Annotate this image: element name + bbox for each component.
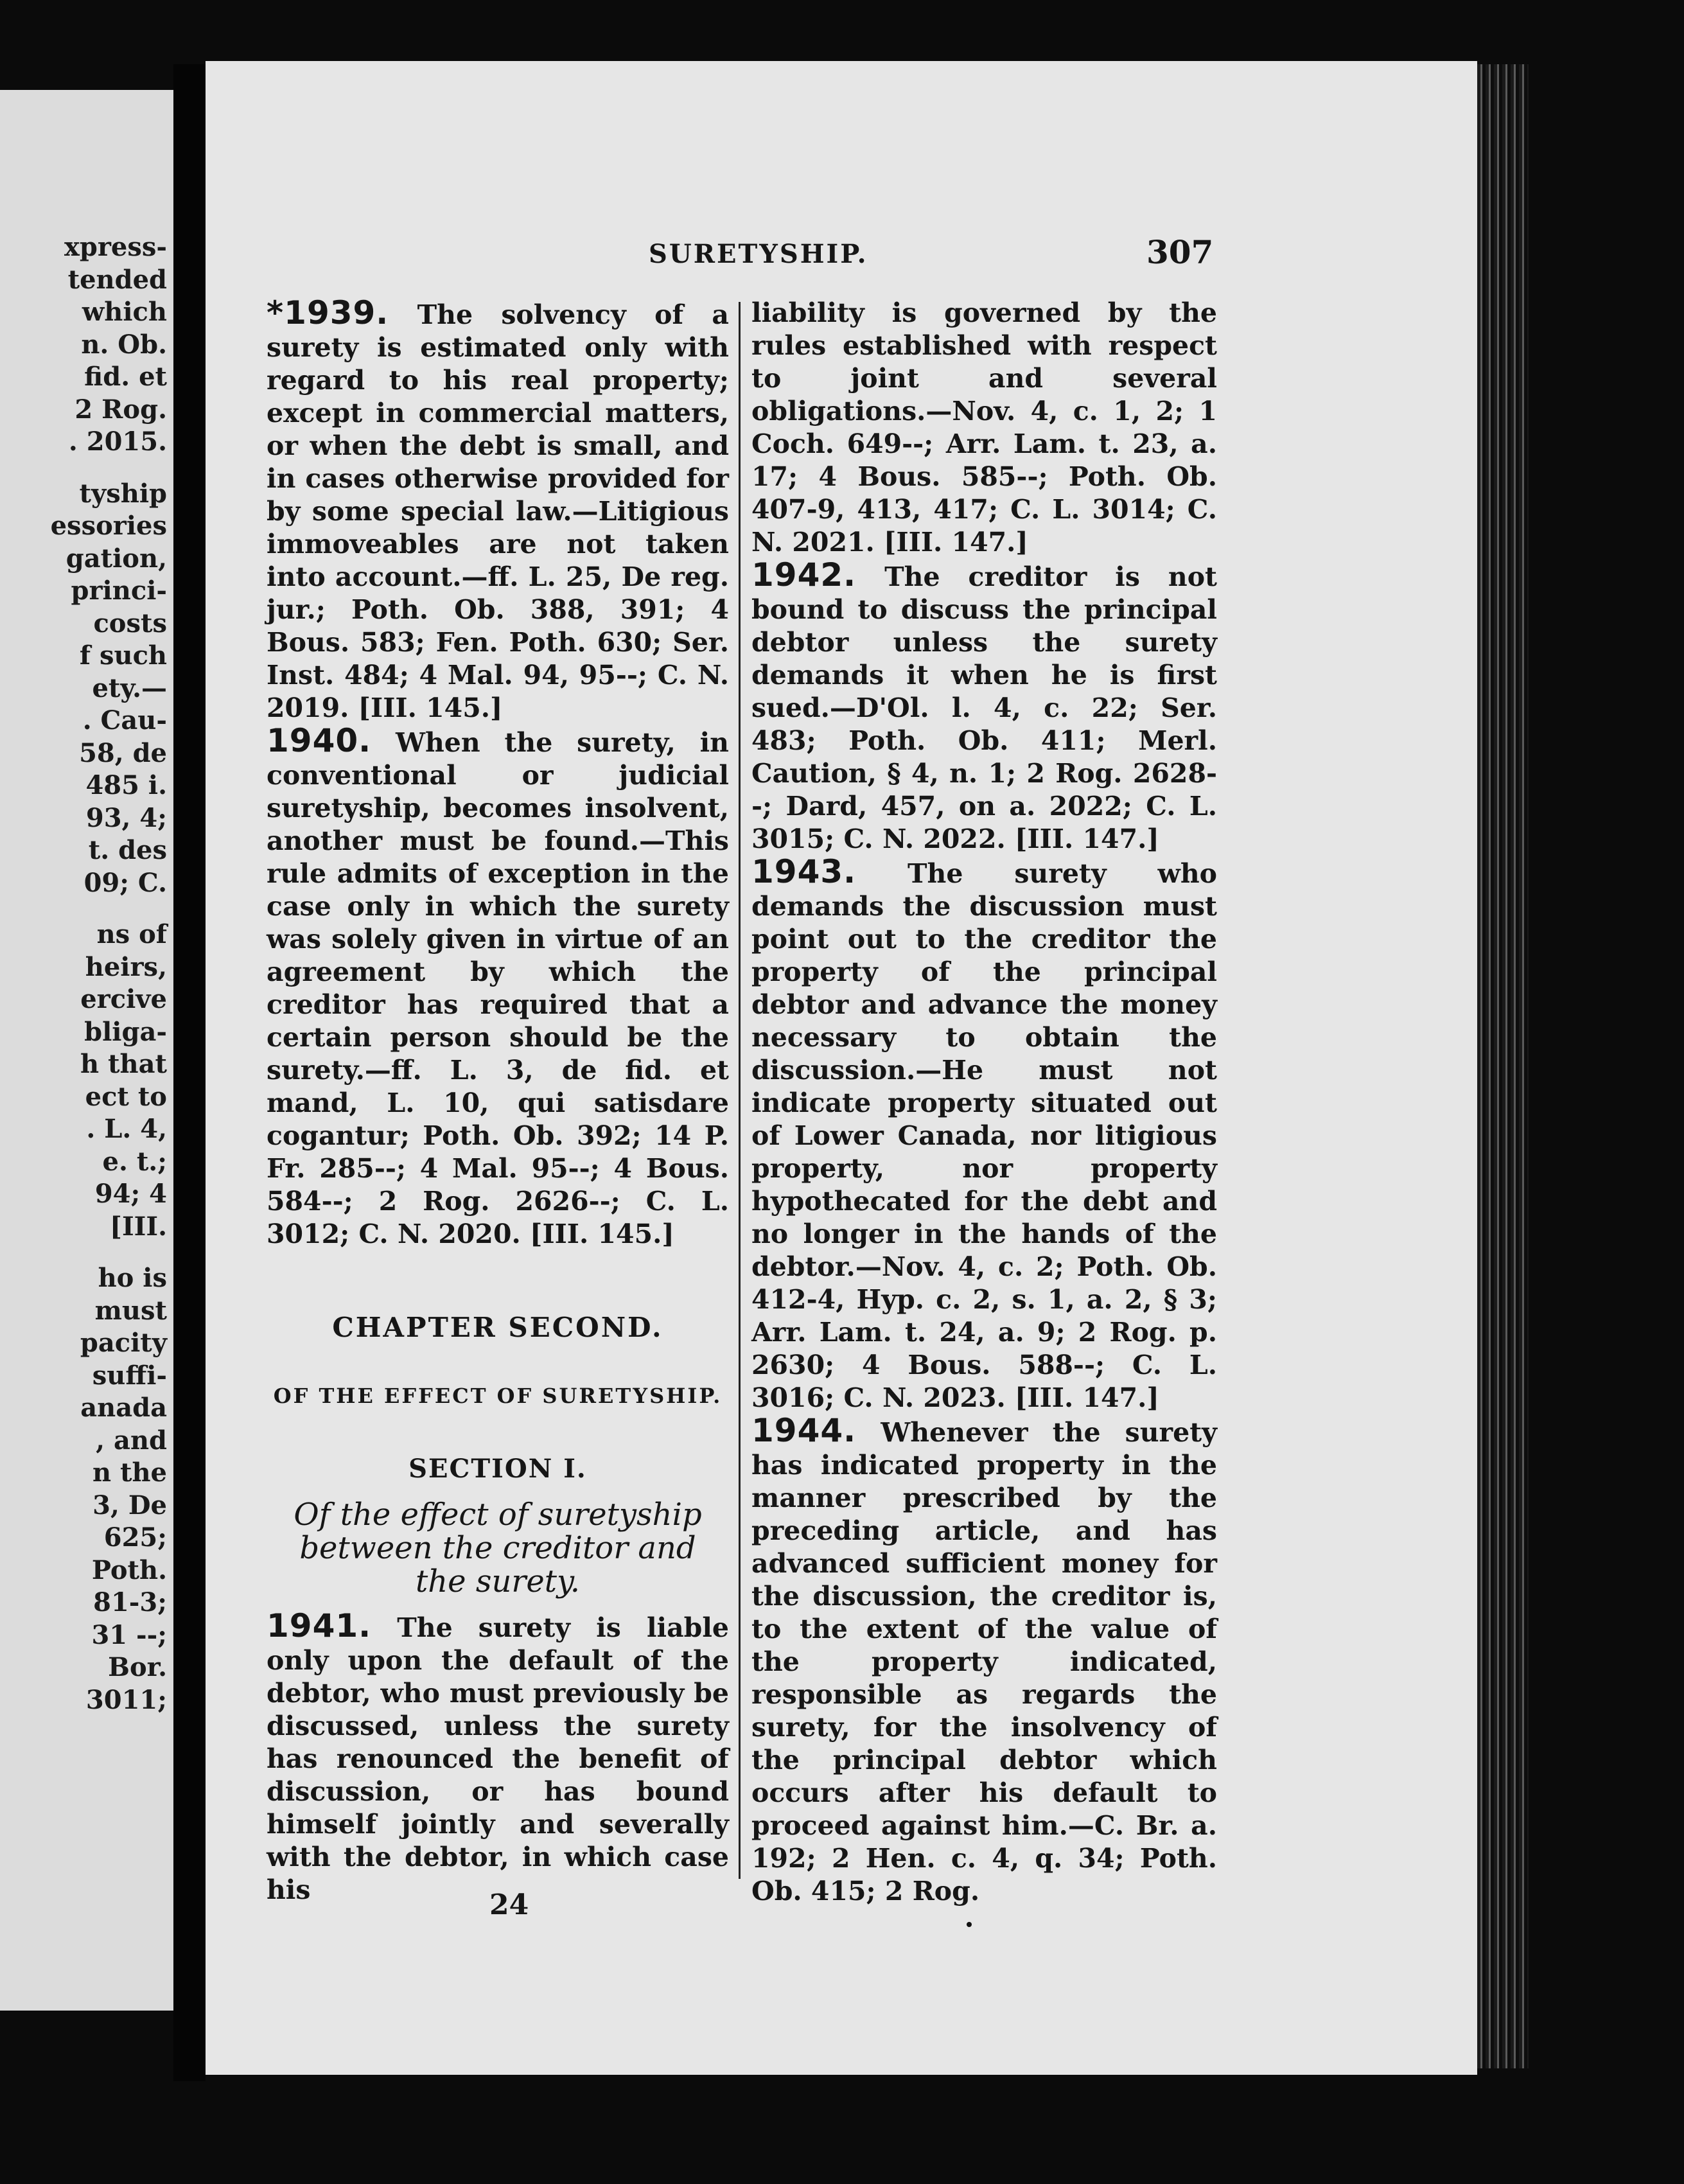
fragment-line: f such <box>79 640 167 671</box>
article-text: The surety who demands the discussion must point out to the creditor the property of the principal debtor and advance the money necessary to obtain the discussion.—He must not indicate property situated out of Lower Canada, nor litigious property, nor property hypothecated for the debt and no longer in the hands of the debtor.—Nov. 4, c. 2; Poth. Ob. 412-4, Hyp. c. 2, s. 1, a. 2, § 3; Arr. Lam. t. 24, a. 9; 2 Rog. p. 2630; 4 Bous. 588--; C. L. 3016; C. N. 2023. [III. 147.] <box>751 858 1217 1413</box>
facing-page-fragment <box>0 90 173 2011</box>
section-heading: SECTION I. <box>408 1454 587 1484</box>
section-title-line: between the creditor and <box>299 1530 696 1566</box>
fragment-line: must <box>94 1295 167 1326</box>
fragment-line: Bor. <box>108 1652 167 1682</box>
fragment-line: ns of <box>96 919 167 949</box>
fragment-line: tyship <box>79 478 167 509</box>
fragment-line: 93, 4; <box>85 802 167 833</box>
book-gutter <box>173 64 206 2081</box>
running-head: SURETYSHIP. <box>649 239 868 269</box>
article-1939 <box>267 294 729 725</box>
page-number: 307 <box>1146 233 1214 271</box>
fragment-line: . Cau- <box>82 705 167 735</box>
signature-mark: 24 <box>489 1889 529 1921</box>
article-text: When the surety, in conventional or judicial suretyship, becomes insolvent, another must be found.—This rule admits of exception in the case only in which the surety was solely given in virtue of an agreement by which the creditor has required that a certain person should be the surety.—ff. L. 3, de fid. et mand, L. 10, qui satisdare cogantur; Poth. Ob. 392; 14 P. Fr. 285--; 4 Mal. 95--; 4 Bous. 584--; 2 Rog. 2626--; C. L. 3012; C. N. 2020. [III. 145.] <box>267 727 729 1249</box>
article-number: 1943. <box>751 853 857 890</box>
article-1940 <box>267 722 729 1251</box>
fragment-line: [III. <box>110 1211 167 1242</box>
fragment-line: n. Ob. <box>81 329 167 360</box>
fragment-line: ercive <box>80 984 167 1014</box>
fragment-line: 3011; <box>85 1684 167 1715</box>
article-1941 <box>267 1607 729 1907</box>
article-text: The solvency of a surety is estimated only with regard to his real property; except in commercial matters, or when the debt is small, and in cases otherwise provided for by some special law.—Litigious immoveables are not taken into account.—ff. L. 25, De reg. jur.; Poth. Ob. 388, 391; 4 Bous. 583; Fen. Poth. 630; Ser. Inst. 484; 4 Mal. 94, 95--; C. N. 2019. [III. 145.] <box>267 299 729 723</box>
article-1943 <box>751 853 1217 1414</box>
fragment-line: which <box>82 297 167 327</box>
column-divider <box>739 302 741 1879</box>
fragment-line: heirs, <box>85 951 167 982</box>
section-title-line: Of the effect of suretyship <box>294 1497 702 1533</box>
chapter-heading: CHAPTER SECOND. <box>332 1312 663 1343</box>
fragment-line: e. t.; <box>102 1146 167 1177</box>
fragment-line: 485 i. <box>85 770 167 800</box>
article-text: The creditor is not bound to discuss the principal debtor unless the surety demands it when he is first sued.—D'Ol. l. 4, c. 22; Ser. 483; Poth. Ob. 411; Merl. Caution, § 4, n. 1; 2 Rog. 2628--; Dard, 457, on a. 2022; C. L. 3015; C. N. 2022. [III. 147.] <box>751 561 1217 854</box>
fragment-line: essories <box>50 511 167 541</box>
article-text: The surety is liable only upon the default of the debtor, who must previously be discussed, unless the surety has renounced the benefit of discussion, or has bound himself jointly and severally with the debtor, in which case his <box>267 1612 729 1905</box>
article-1944 <box>751 1414 1217 1908</box>
section-title <box>267 1498 729 1598</box>
page-edges <box>1477 64 1529 2068</box>
fragment-line: t. des <box>88 835 167 865</box>
article-number: 1941. <box>267 1607 372 1644</box>
fragment-line: suffi- <box>92 1360 167 1391</box>
chapter-title: OF THE EFFECT OF SURETYSHIP. <box>273 1384 723 1408</box>
fragment-line: costs <box>93 608 167 638</box>
fragment-line: . 2015. <box>68 427 167 457</box>
fragment-line: fid. et <box>84 362 167 392</box>
fragment-line: ety.— <box>92 673 167 703</box>
fragment-line: bliga- <box>84 1016 167 1047</box>
right-column <box>751 297 1217 1908</box>
article-number: 1940. <box>267 722 372 759</box>
fragment-line: 94; 4 <box>94 1179 167 1209</box>
article-1941-continued: liability is governed by the rules established with respect to joint and several obligations.—Nov. 4, c. 1, 2; 1 Coch. 649--; Arr. Lam. t. 23, a. 17; 4 Bous. 585--; Poth. Ob. 407-9, 413, 417; C. L. 3014; C. N. 2021. [III. 147.] <box>751 297 1217 558</box>
section-title-line: the surety. <box>415 1563 581 1599</box>
ink-dot <box>967 1922 972 1927</box>
article-1942 <box>751 556 1217 856</box>
left-column <box>267 294 729 1907</box>
fragment-line: 81-3; <box>93 1587 167 1617</box>
fragment-line: gation, <box>66 543 167 574</box>
fragment-line: 58, de <box>79 737 167 768</box>
fragment-line: 3, De <box>92 1490 167 1520</box>
fragment-line: , and <box>96 1425 167 1456</box>
article-number: *1939. <box>267 294 389 331</box>
fragment-line: tended <box>67 264 167 295</box>
fragment-line: 31 --; <box>91 1619 167 1650</box>
fragment-line: anada <box>80 1393 167 1423</box>
fragment-line: xpress- <box>64 232 167 262</box>
fragment-line: 2 Rog. <box>75 394 167 425</box>
article-number: 1942. <box>751 556 857 594</box>
fragment-line: 09; C. <box>83 867 167 898</box>
fragment-line: 625; <box>103 1522 167 1553</box>
fragment-line: h that <box>80 1049 167 1079</box>
fragment-line: Poth. <box>91 1554 167 1585</box>
fragment-line: ect to <box>85 1081 167 1112</box>
article-number: 1944. <box>751 1412 857 1449</box>
fragment-line: ho is <box>98 1263 167 1293</box>
fragment-line: n the <box>92 1457 167 1488</box>
fragment-line: princi- <box>71 576 167 606</box>
fragment-line: pacity <box>80 1328 167 1358</box>
article-text: Whenever the surety has indicated property in the manner prescribed by the preceding article, and has advanced sufficient money for the discussion, the creditor is, to the extent of the value of the property indicated, responsible as regards the surety, for the insolvency of the principal debtor which occurs after his default to proceed against him.—C. Br. a. 192; 2 Hen. c. 4, q. 34; Poth. Ob. 415; 2 Rog. <box>751 1417 1217 1907</box>
fragment-line: . L. 4, <box>86 1114 167 1144</box>
